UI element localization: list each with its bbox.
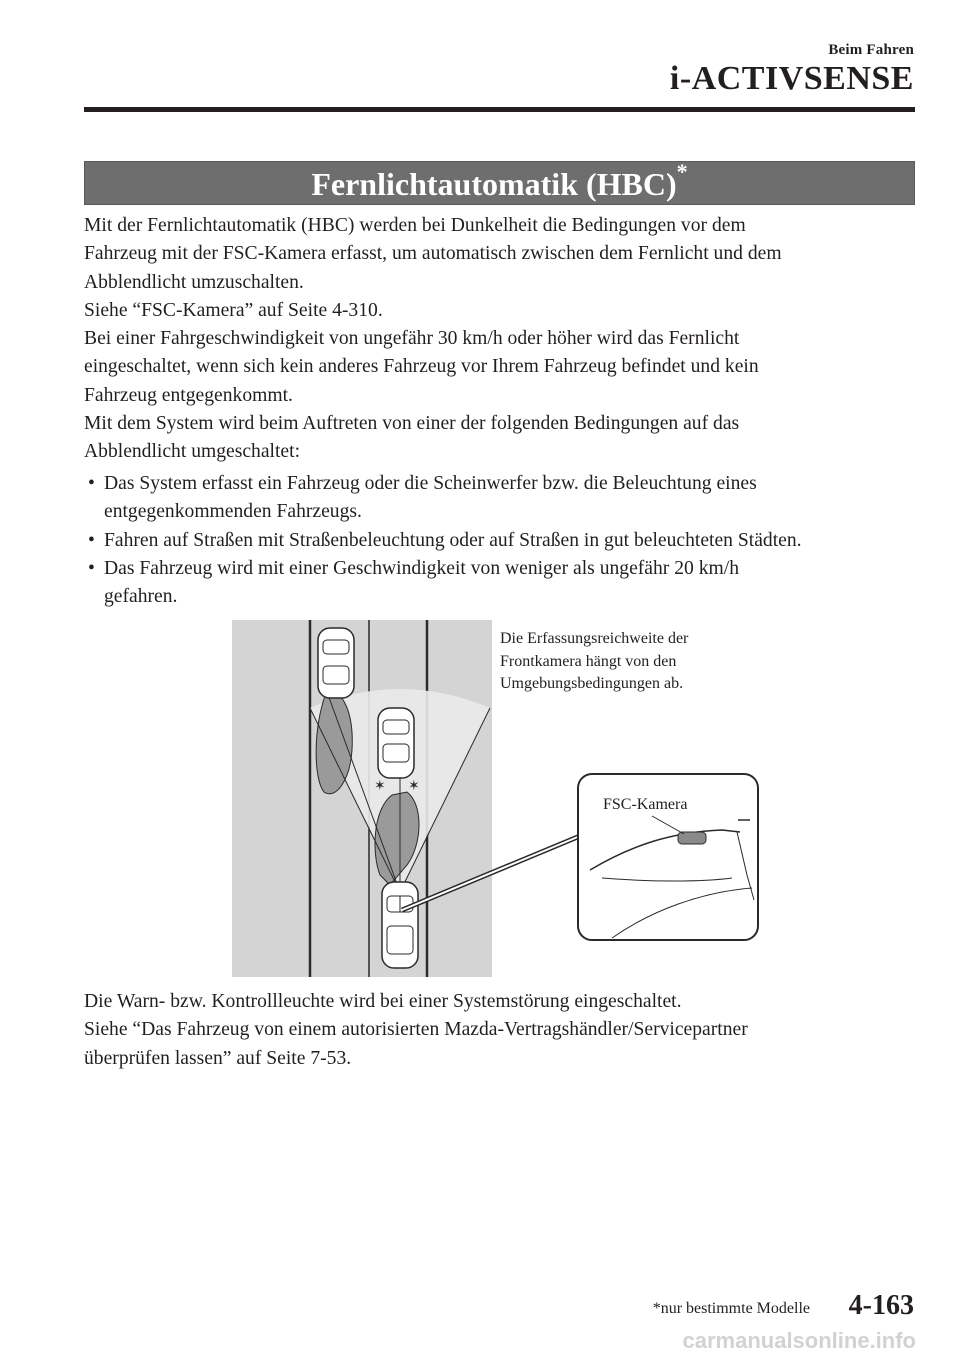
optional-equipment-marker: * bbox=[676, 159, 688, 185]
section-title: Fernlichtautomatik (HBC) bbox=[311, 166, 677, 202]
body-line: Mit der Fernlichtautomatik (HBC) werden bei Dunkelheit die Bedingungen vor dem bbox=[84, 215, 746, 236]
list-item-line: gefahren. bbox=[104, 586, 178, 608]
svg-text:✶: ✶ bbox=[408, 779, 420, 794]
page-number: 4-163 bbox=[848, 1290, 914, 1321]
condition-list bbox=[84, 470, 924, 611]
fsc-camera-label: FSC-Kamera bbox=[603, 796, 688, 813]
list-item-line: Fahren auf Straßen mit Straßenbeleuchtung oder auf Straßen in gut beleuchteten Städten. bbox=[104, 529, 802, 551]
caption-line: Die Erfassungsreichweite der bbox=[500, 630, 689, 647]
closing-paragraph bbox=[84, 988, 924, 1073]
list-item-line: Das System erfasst ein Fahrzeug oder die Scheinwerfer bzw. die Beleuchtung eines bbox=[104, 473, 757, 494]
list-item-line: Das Fahrzeug wird mit einer Geschwindigkeit von weniger als ungefähr 20 km/h bbox=[104, 557, 739, 579]
body-line: Bei einer Fahrgeschwindigkeit von ungefähr 30 km/h oder höher wird das Fernlicht bbox=[84, 328, 740, 350]
cross-reference-fsc-camera: Siehe “FSC-Kamera” auf Seite 4-310. bbox=[84, 299, 383, 321]
bullet-dot: • bbox=[88, 557, 95, 579]
body-line: Mit dem System wird beim Auftreten von einer der folgenden Bedingungen auf das bbox=[84, 413, 740, 435]
list-item-line: entgegenkommenden Fahrzeugs. bbox=[104, 501, 362, 523]
watermark: carmanualsonline.info bbox=[682, 1328, 916, 1353]
section-title-banner bbox=[84, 161, 915, 205]
own-car-icon bbox=[382, 882, 418, 968]
range-caption bbox=[500, 628, 750, 696]
fsc-camera-icon bbox=[678, 832, 706, 844]
bullet-dot: • bbox=[88, 529, 95, 551]
running-header-chapter: i-ACTIVSENSE bbox=[669, 60, 914, 97]
running-header-section: Beim Fahren bbox=[828, 42, 914, 58]
body-line: eingeschaltet, wenn sich kein anderes Fahrzeug vor Ihrem Fahrzeug befindet und kein bbox=[84, 356, 759, 378]
body-line: Abblendlicht umgeschaltet: bbox=[84, 441, 301, 463]
body-line: Fahrzeug entgegenkommt. bbox=[84, 384, 293, 406]
closing-line: Die Warn- bzw. Kontrollleuchte wird bei einer Systemstörung eingeschaltet. bbox=[84, 991, 682, 1012]
header-rule bbox=[84, 107, 915, 112]
list-item bbox=[84, 470, 924, 527]
body-line: Fahrzeug mit der FSC-Kamera erfasst, um automatisch zwischen dem Fernlicht und dem bbox=[84, 243, 782, 265]
list-item bbox=[84, 527, 924, 555]
body-paragraph bbox=[84, 212, 924, 467]
svg-text:✶: ✶ bbox=[374, 779, 386, 794]
closing-line: überprüfen lassen” auf Seite 7-53. bbox=[84, 1047, 352, 1069]
footnote: *nur bestimmte Modelle bbox=[652, 1300, 810, 1317]
cross-reference-dealer: Siehe “Das Fahrzeug von einem autorisierten Mazda-Vertragshändler/Servicepartner bbox=[84, 1019, 748, 1041]
caption-line: Frontkamera hängt von den bbox=[500, 652, 677, 670]
caption-line: Umgebungsbedingungen ab. bbox=[500, 675, 684, 692]
list-item bbox=[84, 555, 924, 612]
body-line: Abblendlicht umzuschalten. bbox=[84, 271, 304, 293]
bullet-dot: • bbox=[88, 473, 95, 494]
oncoming-car-icon bbox=[318, 628, 354, 698]
